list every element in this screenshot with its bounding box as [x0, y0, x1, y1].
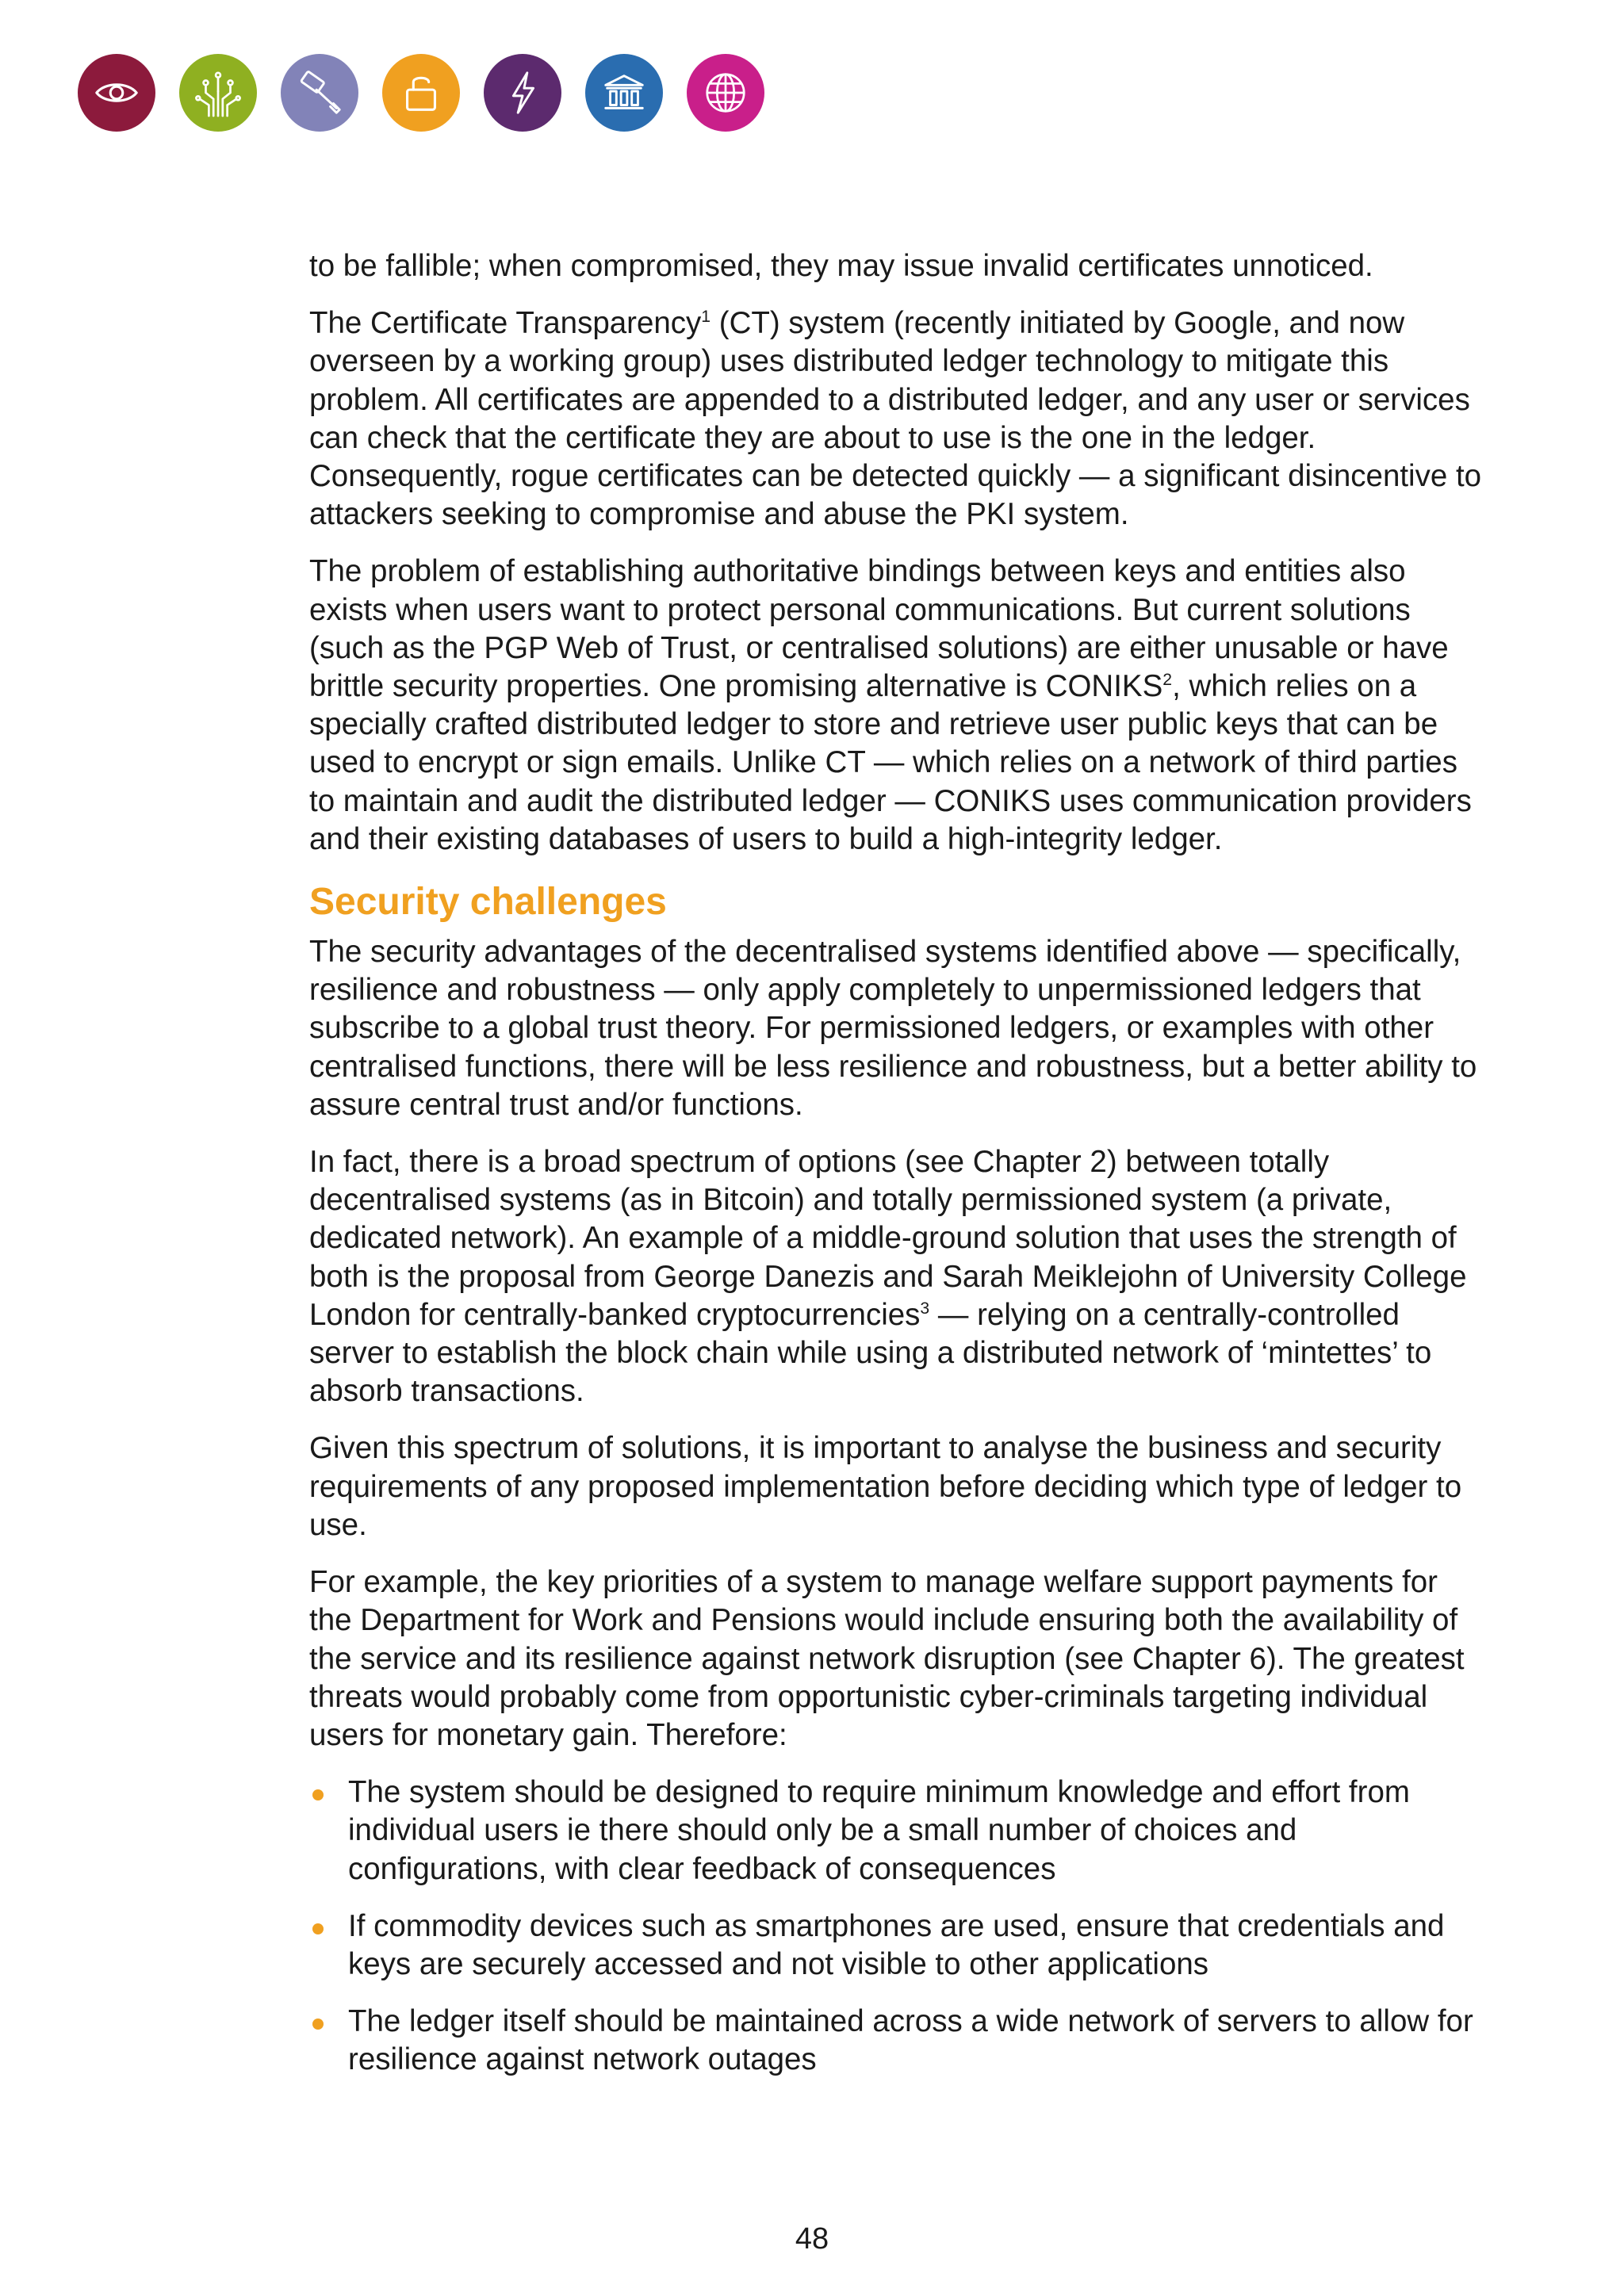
bullet-dot	[312, 1923, 324, 1934]
paragraph-text: , which relies on a specially crafted distributed ledger to store and retrieve user public keys that can be used to encrypt or sign emails. Unlike CT — which relies on a network of third parties to maintain and audit the distributed ledger — CONIKS uses communication providers and their existing databases of users to build a high-integrity ledger.	[309, 669, 1472, 856]
paragraph-intro-continuation: to be fallible; when compromised, they may issue invalid certificates unnoticed.	[309, 249, 1373, 283]
paragraph-text: (CT) system (recently initiated by Google, and now overseen by a working group) uses distributed ledger technology to mitigate this problem. All certificates are appended to a distributed ledger, and any user or services can check that the certificate they are about to use is the one in the ledger. Consequently, rogue certificates can be detected quickly — a significant disincentive to attackers seeking to compromise and abuse the PKI system.	[309, 306, 1482, 532]
padlock-icon	[382, 54, 460, 132]
paragraph-text: — relying on a centrally-controlled server to establish the block chain while using a distributed network of ‘mintettes’ to absorb transactions.	[309, 1297, 1432, 1409]
paragraph-text: In fact, there is a broad spectrum of options (see Chapter 2) between totally decentralised systems (as in Bitcoin) and totally permissioned system (a private, dedicated network). An example of a middle-ground solution that uses the strength of both is the proposal from George Danezis and Sarah Meiklejohn of University College London for centrally-banked cryptocurrencies	[309, 1145, 1467, 1332]
header-icon-row	[78, 54, 764, 132]
bullet-item	[309, 1774, 1483, 1888]
bullet-text: The ledger itself should be maintained across a wide network of servers to allow for resilience against network outages	[348, 2004, 1473, 2077]
footnote-ref-1: 1	[701, 308, 711, 327]
eye-icon	[78, 54, 155, 132]
paragraph-spectrum-of-options	[309, 1143, 1483, 1410]
paragraph-dwp-example: For example, the key priorities of a system to manage welfare support payments for the Department for Work and Pensions would include ensuring both the availability of the service and its resilience against network disruption (see Chapter 6). The greatest threats would probably come from opportunistic cyber-criminals targeting individual users for monetary gain. Therefore:	[309, 1565, 1465, 1752]
globe-icon	[687, 54, 764, 132]
bank-icon	[585, 54, 663, 132]
paragraph-coniks	[309, 553, 1483, 859]
lightning-icon	[484, 54, 561, 132]
page-number: 48	[795, 2222, 829, 2256]
bullet-list	[309, 1774, 1483, 2079]
bullet-text: If commodity devices such as smartphones are used, ensure that credentials and keys are securely accessed and not visible to other applications	[348, 1908, 1445, 1981]
bullet-item	[309, 1908, 1483, 1984]
main-content	[309, 247, 1483, 2099]
bullet-item	[309, 2003, 1483, 2079]
paragraph-text: The problem of establishing authoritative bindings between keys and entities also exists when users want to protect personal communications. But current solutions (such as the PGP Web of Trust, or centralised solutions) are either unusable or have brittle security properties. One promising alternative is CONIKS	[309, 554, 1449, 704]
footnote-ref-2: 2	[1162, 671, 1173, 690]
paragraph-security-advantages: The security advantages of the decentralised systems identified above — specifically, resilience and robustness — only apply completely to unpermissioned ledgers that subscribe to a global trust theory. For permissioned ledgers, or examples with other centralised functions, there will be less resilience and robustness, but a better ability to assure central trust and/or functions.	[309, 935, 1477, 1122]
paragraph-certificate-transparency	[309, 304, 1483, 534]
bullet-text: The system should be designed to require minimum knowledge and effort from individual users ie there should only be a small number of choices and configurations, with clear feedback of consequences	[348, 1775, 1410, 1886]
circuit-icon	[179, 54, 257, 132]
bullet-dot	[312, 1789, 324, 1800]
gavel-icon	[281, 54, 358, 132]
footnote-ref-3: 3	[920, 1299, 930, 1318]
paragraph-text: The Certificate Transparency	[309, 306, 702, 341]
paragraph-spectrum-of-solutions: Given this spectrum of solutions, it is important to analyse the business and security requirements of any proposed implementation before deciding which type of ledger to use.	[309, 1431, 1462, 1542]
bullet-dot	[312, 2019, 324, 2030]
section-heading-security-challenges: Security challenges	[309, 881, 667, 924]
